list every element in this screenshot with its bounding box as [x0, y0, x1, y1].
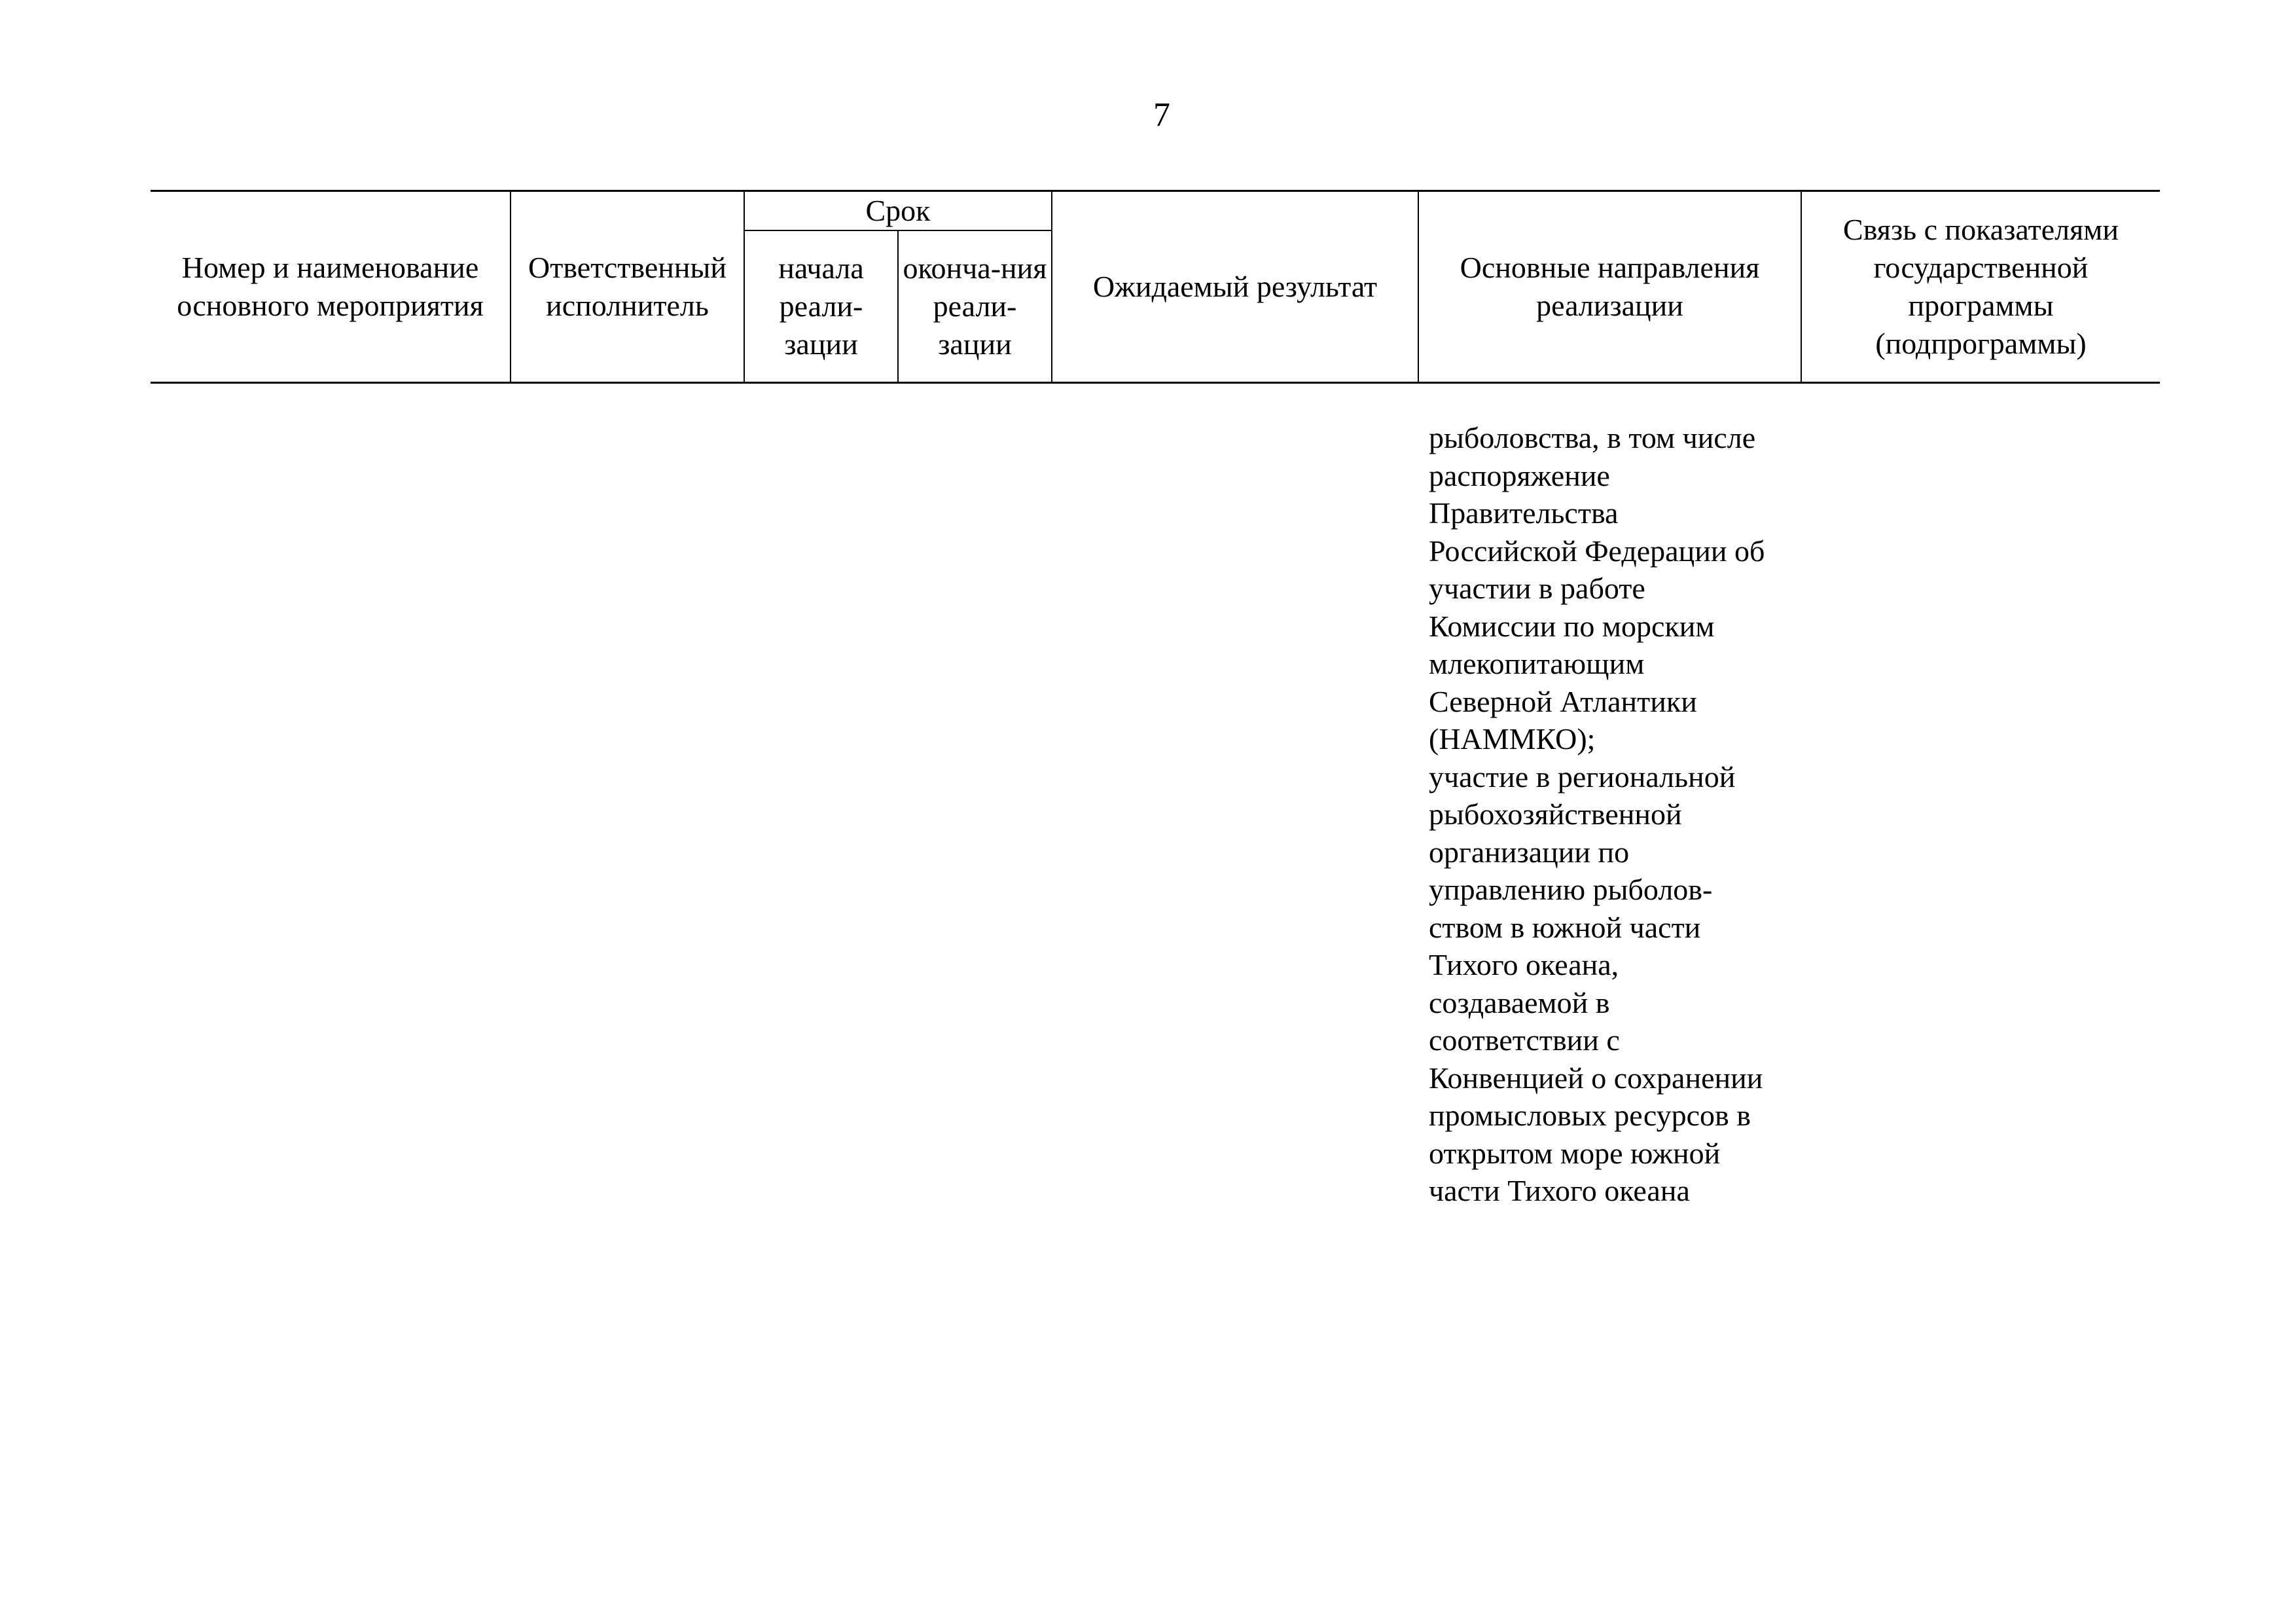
header-start-date: начала реали-зации	[744, 230, 898, 383]
text-line: участии в работе	[1429, 572, 1645, 605]
text-line: рыбохозяйственной	[1429, 797, 1682, 831]
text-line: Северной Атлантики	[1429, 684, 1697, 718]
text-line: управлению рыболов-	[1429, 873, 1713, 906]
text-line: Конвенцией о сохранении	[1429, 1061, 1763, 1095]
text-line: части Тихого океана	[1429, 1174, 1690, 1207]
text-line: создаваемой в	[1429, 985, 1610, 1019]
header-expected-result: Ожидаемый результат	[1052, 191, 1418, 383]
header-main-directions: Основные направления реализации	[1418, 191, 1801, 383]
page-number: 7	[1153, 96, 1170, 134]
text-line: участие в региональной	[1429, 759, 1736, 793]
header-responsible-executor: Ответственный исполнитель	[511, 191, 744, 383]
text-line: Российской Федерации об	[1429, 534, 1765, 568]
header-main-activity: Номер и наименование основного мероприятия	[151, 191, 511, 383]
text-line: промысловых ресурсов в	[1429, 1099, 1751, 1132]
text-line: организации по	[1429, 835, 1630, 869]
header-end-date: оконча-ния реали-зации	[898, 230, 1052, 383]
text-line: Правительства	[1429, 496, 1619, 530]
text-line: рыболовства, в том числе	[1429, 421, 1756, 454]
header-program-indicators: Связь с показателями государственной программы (подпрограммы)	[1801, 191, 2160, 383]
text-line: (НАММКО);	[1429, 722, 1596, 756]
text-line: ством в южной части	[1429, 910, 1701, 944]
header-table	[151, 190, 2160, 384]
header-term-group: Срок	[744, 191, 1052, 231]
text-line: распоряжение	[1429, 458, 1610, 492]
main-directions-cell	[1429, 419, 1821, 1210]
text-line: открытом море южной	[1429, 1136, 1721, 1170]
text-line: млекопитающим	[1429, 647, 1645, 680]
text-line: Комиссии по морским	[1429, 609, 1715, 643]
text-line: Тихого океана,	[1429, 948, 1619, 981]
text-line: соответствии с	[1429, 1023, 1620, 1057]
